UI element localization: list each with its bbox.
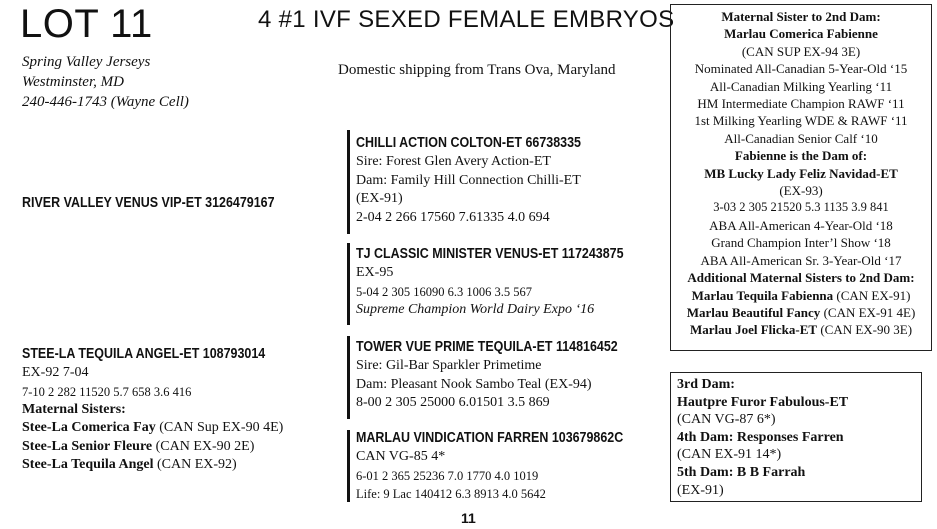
box-line: (EX-93) (779, 183, 823, 199)
sire-sire-line: Sire: Forest Glen Avery Action-ET (356, 154, 551, 169)
box-line: All-Canadian Milking Yearling ‘11 (709, 78, 893, 94)
sire-dam-name: TJ CLASSIC MINISTER VENUS-ET 117243875 (356, 246, 624, 262)
dam-bracket-bottom (347, 430, 350, 502)
lot-title: 4 #1 IVF SEXED FEMALE EMBRYOS (258, 6, 675, 33)
box-line: MB Lucky Lady Feliz Navidad-ET (704, 165, 898, 181)
box-sister: Marlau Tequila Fabienna (CAN EX-91) (691, 287, 911, 303)
maternal-family-list (671, 8, 931, 339)
dam-classification: EX-92 7-04 (22, 365, 89, 380)
third-dam-class: (CAN VG-87 6*) (677, 412, 776, 428)
sire-dam-block (356, 244, 667, 319)
box-line: ABA All-American 4-Year-Old ‘18 (709, 217, 893, 233)
box-line: Additional Maternal Sisters to 2nd Dam: (687, 270, 915, 286)
sire-bracket-top (347, 130, 350, 234)
sire-sire-name: CHILLI ACTION COLTON-ET 66738335 (356, 135, 581, 151)
fourth-dam: 4th Dam: Responses Farren (677, 429, 844, 445)
maternal-family-box (670, 4, 932, 351)
consignor-farm: Spring Valley Jerseys (22, 54, 151, 70)
sire-sire-line: Dam: Family Hill Connection Chilli-ET (356, 172, 581, 188)
shipping-note: Domestic shipping from Trans Ova, Maryland (338, 62, 616, 78)
box-line: Nominated All-Canadian 5-Year-Old ‘15 (694, 61, 908, 77)
dam-sire-line: Dam: Pleasant Nook Sambo Teal (EX-94) (356, 376, 592, 392)
box-line: All-Canadian Senior Calf ‘10 (724, 130, 878, 146)
sire-sire-line: 2-04 2 266 17560 7.61335 4.0 694 (356, 209, 550, 225)
maternal-sister: Stee-La Tequila Angel (CAN EX-92) (22, 457, 237, 472)
box-line: HM Intermediate Champion RAWF ‘11 (697, 96, 905, 112)
box-line: ABA All-American Sr. 3-Year-Old ‘17 (700, 252, 902, 268)
maternal-sister: Stee-La Senior Fleure (CAN EX-90 2E) (22, 438, 255, 454)
dam-sire-line: 8-00 2 305 25000 6.01501 3.5 869 (356, 395, 550, 410)
maternal-sisters-label: Maternal Sisters: (22, 401, 126, 417)
dam-sire-name: TOWER VUE PRIME TEQUILA-ET 114816452 (356, 339, 618, 355)
dam-dam-block (356, 428, 667, 503)
dam-name: STEE-LA TEQUILA ANGEL-ET 108793014 (22, 346, 266, 362)
fifth-dam-class: (EX-91) (677, 482, 724, 498)
dam-sire-block (356, 337, 660, 413)
box-line: 1st Milking Yearling WDE & RAWF ‘11 (694, 113, 908, 129)
dam-bracket-top (347, 336, 350, 419)
sire-dam-class: EX-95 (356, 265, 394, 280)
consignor-info (22, 52, 189, 112)
sire-name: RIVER VALLEY VENUS VIP-ET 3126479167 (22, 195, 275, 211)
sire-dam-record: 5-04 2 305 16090 6.3 1006 3.5 567 (356, 284, 533, 299)
dam-dam-name: MARLAU VINDICATION FARREN 103679862C (356, 430, 624, 446)
dam-dam-record: 6-01 2 365 25236 7.0 1770 4.0 1019 (356, 468, 539, 483)
consignor-location: Westminster, MD (22, 74, 124, 90)
box-line: Fabienne is the Dam of: (734, 148, 868, 164)
box-sister: Marlau Joel Flicka-ET (CAN EX-90 3E) (689, 322, 913, 338)
sire-bracket-bottom (347, 243, 350, 325)
dam-block (22, 344, 305, 475)
box-sister: Marlau Beautiful Fancy (CAN EX-91 4E) (686, 304, 916, 320)
consignor-phone: 240-446-1743 (Wayne Cell) (22, 94, 189, 110)
box-line: (CAN SUP EX-94 3E) (741, 43, 861, 59)
sire-sire-line: (EX-91) (356, 191, 403, 206)
sire-sire-block (356, 133, 618, 227)
box-line: Grand Champion Inter’l Show ‘18 (711, 235, 891, 251)
maternal-sister: Stee-La Comerica Fay (CAN Sup EX-90 4E) (22, 420, 284, 435)
box-line: Maternal Sister to 2nd Dam: (721, 9, 881, 24)
ancestry-box (670, 372, 922, 502)
fourth-dam-class: (CAN EX-91 14*) (677, 447, 782, 463)
dam-dam-lifetime: Life: 9 Lac 140412 6.3 8913 4.0 5642 (356, 486, 546, 501)
lot-number: LOT 11 (20, 2, 153, 46)
box-line: Marlau Comerica Fabienne (724, 26, 878, 42)
box-line: 3-03 2 305 21520 5.3 1135 3.9 841 (713, 200, 889, 215)
dam-sire-line: Sire: Gil-Bar Sparkler Primetime (356, 358, 542, 373)
third-dam-label: 3rd Dam: (677, 377, 735, 392)
dam-record: 7-10 2 282 11520 5.7 658 3.6 416 (22, 384, 192, 399)
third-dam-name: Hautpre Furor Fabulous-ET (677, 394, 849, 410)
dam-dam-class: CAN VG-85 4* (356, 449, 446, 464)
sire-dam-award: Supreme Champion World Dairy Expo ‘16 (356, 301, 595, 317)
fifth-dam: 5th Dam: B B Farrah (677, 464, 806, 480)
page-number: 11 (461, 510, 476, 526)
